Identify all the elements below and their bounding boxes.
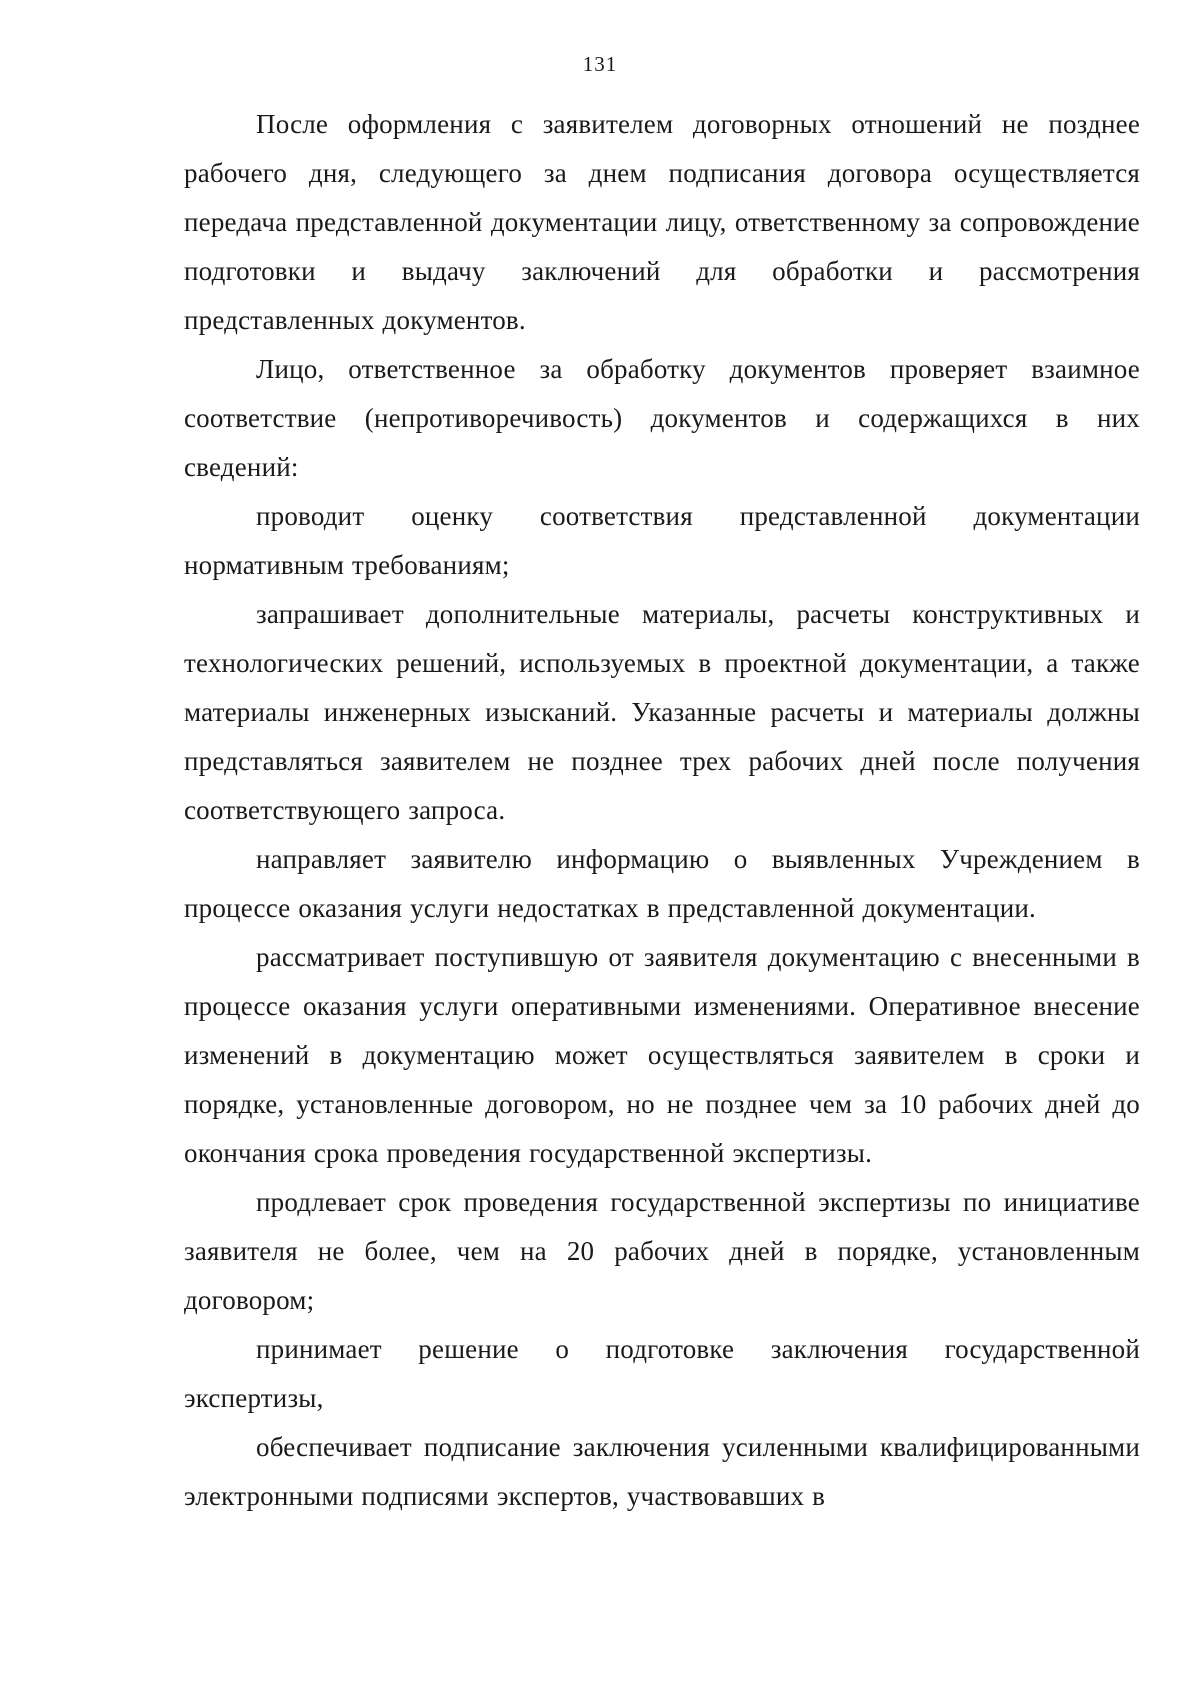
paragraph-send-info: направляет заявителю информацию о выявленных Учреждением в процессе оказания услуги недостатках в представленной документации.	[184, 844, 1140, 923]
paragraph-extend-term: продлевает срок проведения государственной экспертизы по инициативе заявителя не более, чем на 20 рабочих дней в порядке, установленным договором;	[184, 1187, 1140, 1315]
paragraph-assessment: проводит оценку соответствия представленной документации нормативным требованиям;	[184, 501, 1140, 580]
paragraph-responsible-person: Лицо, ответственное за обработку документов проверяет взаимное соответствие (непротиворечивость) документов и содержащихся в них сведений:	[184, 354, 1140, 482]
document-body	[184, 100, 1140, 1521]
page-number: 131	[582, 52, 618, 76]
paragraph-decision: принимает решение о подготовке заключения государственной экспертизы,	[184, 1334, 1140, 1413]
paragraph-review-changes: рассматривает поступившую от заявителя документацию с внесенными в процессе оказания услуги оперативными изменениями. Оперативное внесение изменений в документацию может осуществляться заявителем в сроки и порядке, установленные договором, но не позднее чем за 10 рабочих дней до окончания срока проведения государственной экспертизы.	[184, 942, 1140, 1168]
paragraph-signing: обеспечивает подписание заключения усиленными квалифицированными электронными подписями экспертов, участвовавших в	[184, 1432, 1140, 1511]
paragraph-request-materials: запрашивает дополнительные материалы, расчеты конструктивных и технологических решений, используемых в проектной документации, а также материалы инженерных изысканий. Указанные расчеты и материалы должны представляться заявителем не позднее трех рабочих дней после получения соответствующего запроса.	[184, 599, 1140, 825]
paragraph-contract-transfer: После оформления с заявителем договорных отношений не позднее рабочего дня, следующего за днем подписания договора осуществляется передача представленной документации лицу, ответственному за сопровождение подготовки и выдачу заключений для обработки и рассмотрения представленных документов.	[184, 109, 1140, 335]
